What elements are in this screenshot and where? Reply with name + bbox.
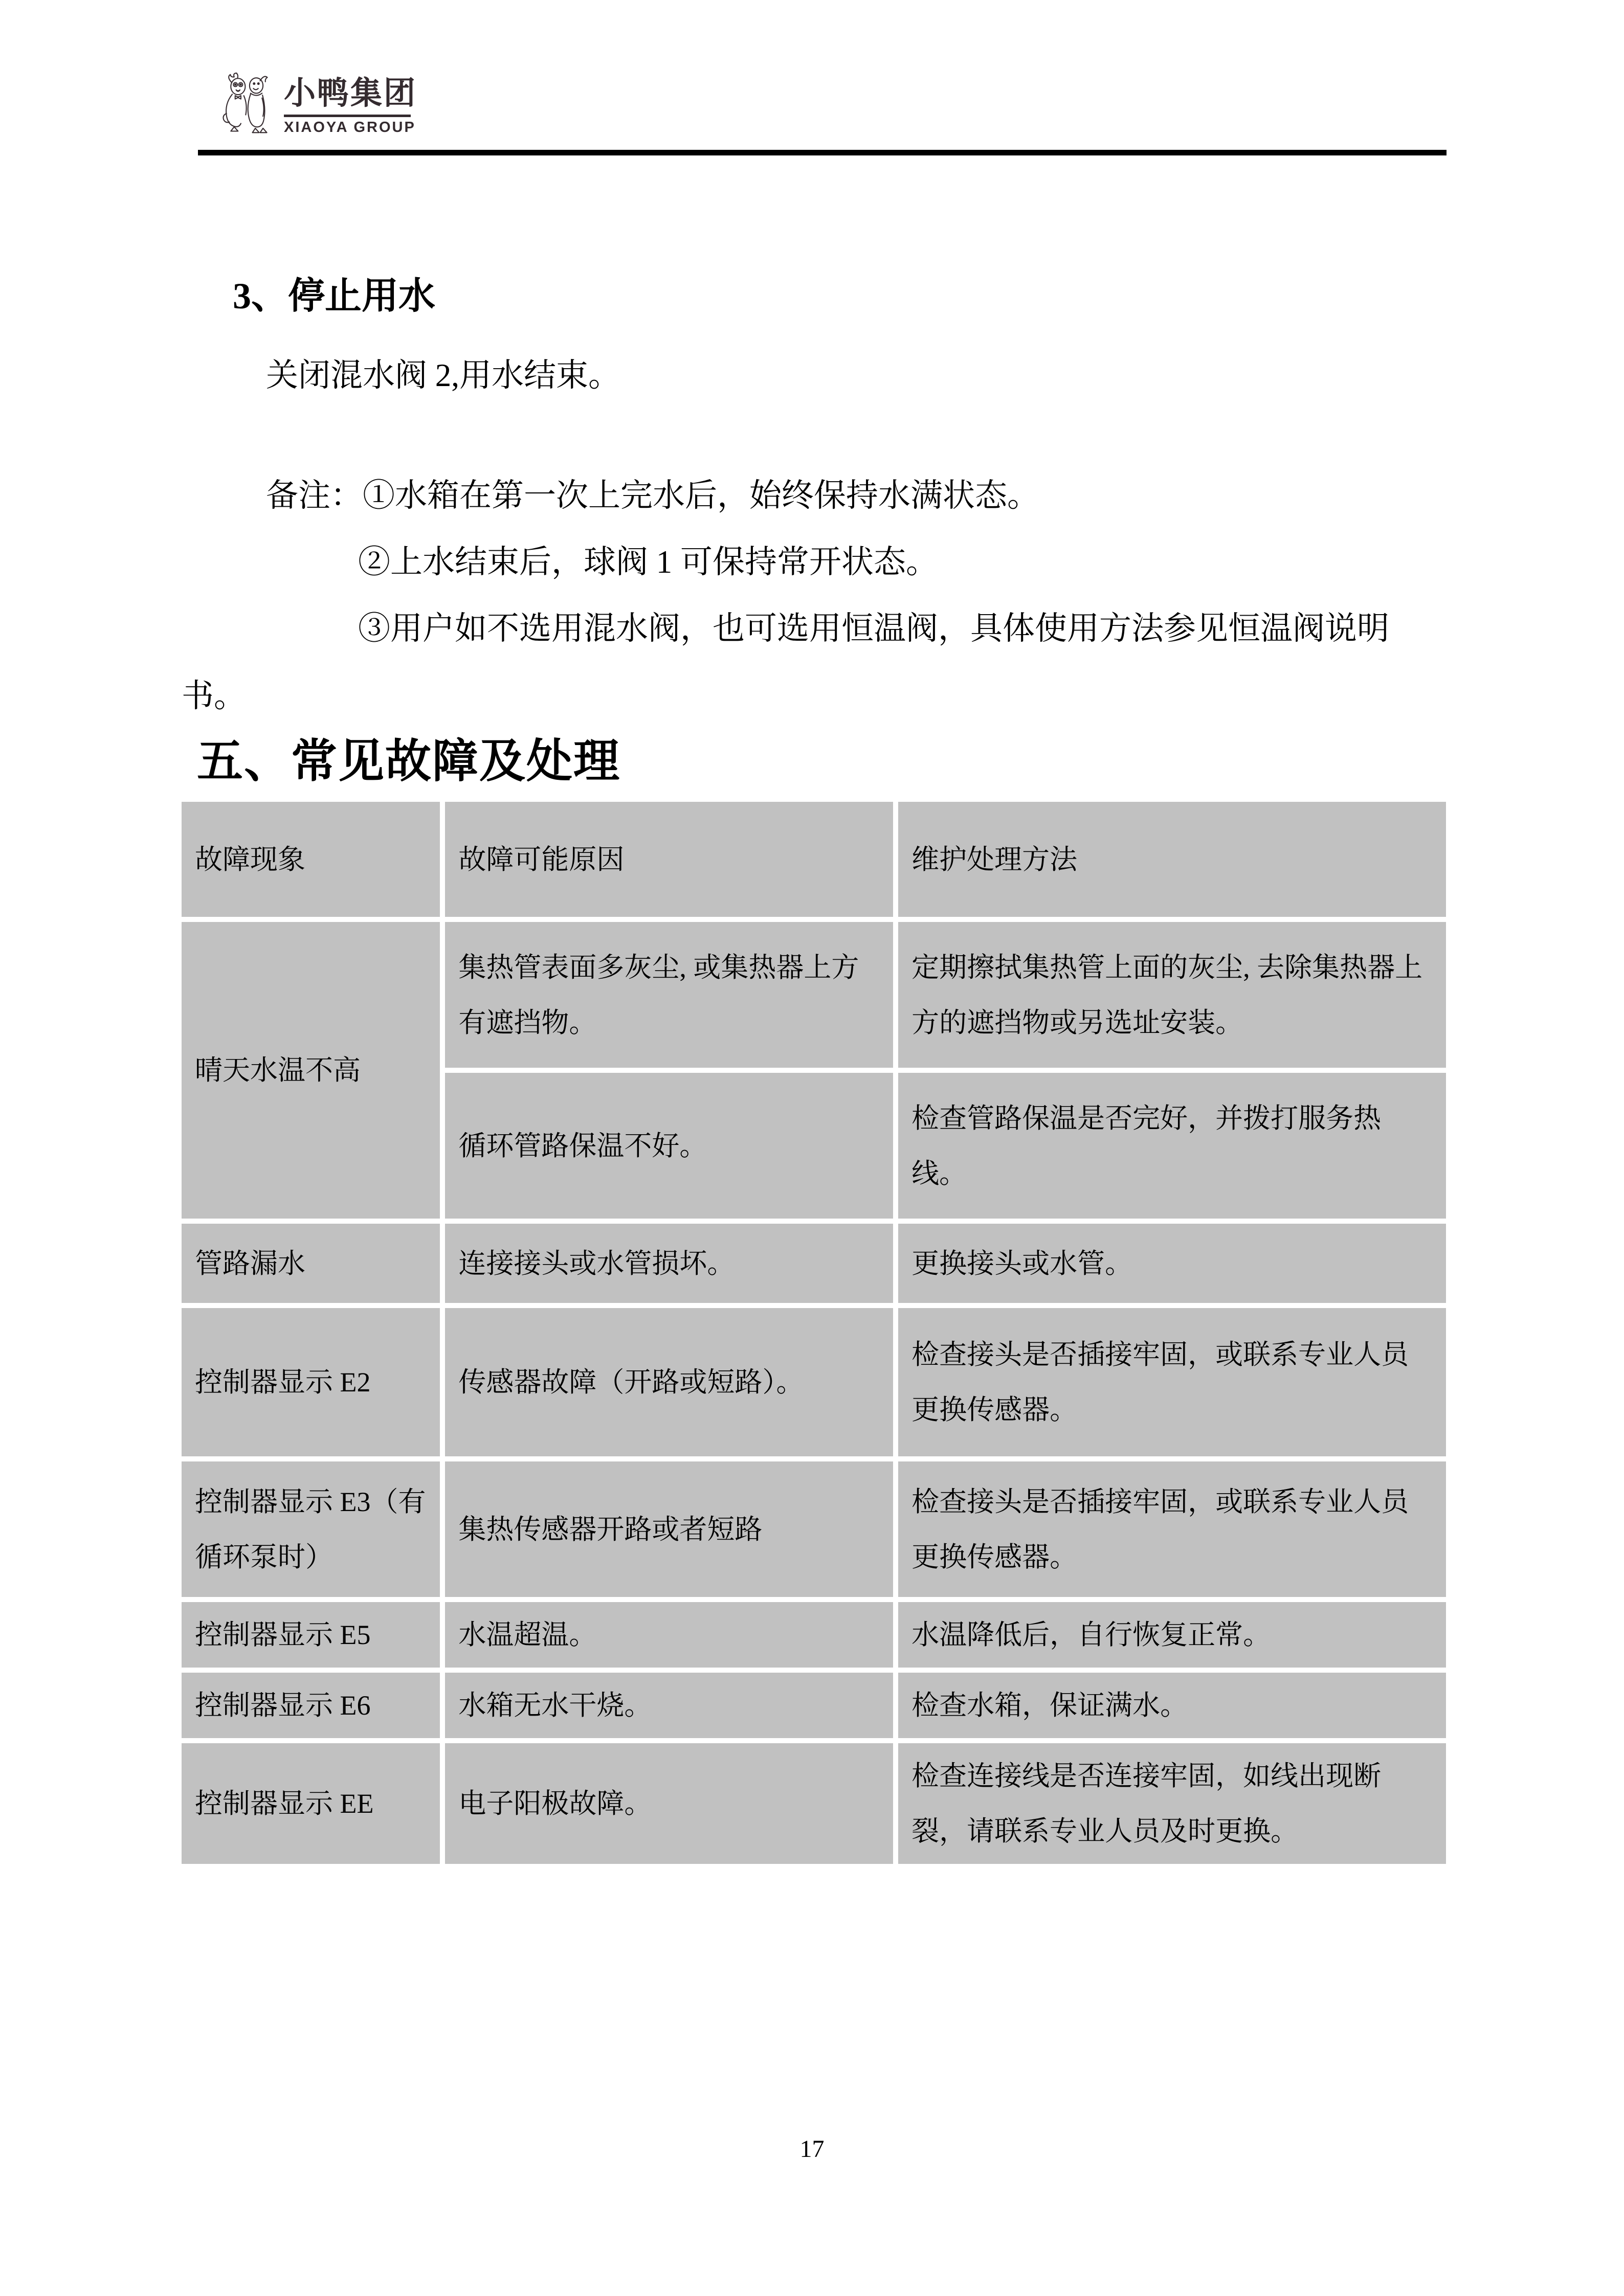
brand-name-en: XIAOYA GROUP [284,119,416,136]
fault-table [176,797,1451,1869]
cell-solution: 定期擦拭集热管上面的灰尘, 去除集热器上方的遮挡物或另选址安装。 [898,922,1446,1068]
cell-phenomenon: 控制器显示 E5 [182,1602,440,1668]
header-rule [198,150,1447,155]
brand-logo [217,71,417,137]
cell-cause: 集热管表面多灰尘, 或集热器上方有遮挡物。 [445,922,893,1068]
xiaoya-ducks-logo-icon [217,71,280,137]
table-header-row [182,802,1446,917]
table-row [182,1308,1446,1456]
table-row [182,1461,1446,1597]
cell-cause: 集热传感器开路或者短路 [445,1461,893,1597]
note-line-1: 备注：①水箱在第一次上完水后，始终保持水满状态。 [266,478,1039,513]
cell-solution: 检查连接线是否连接牢固，如线出现断裂，请联系专业人员及时更换。 [898,1743,1446,1864]
table-row [182,1673,1446,1738]
note-line-3: ③用户如不选用混水阀，也可选用恒温阀，具体使用方法参见恒温阀说明 [358,611,1389,646]
cell-phenomenon: 控制器显示 E3（有循环泵时） [182,1461,440,1597]
page-number: 17 [799,2135,825,2163]
table-row [182,1602,1446,1668]
cell-solution: 检查水箱，保证满水。 [898,1673,1446,1738]
section-5-heading: 五、常见故障及处理 [197,736,620,787]
cell-solution: 检查管路保温是否完好，并拨打服务热线。 [898,1073,1446,1219]
cell-phenomenon: 控制器显示 E6 [182,1673,440,1738]
cell-phenomenon: 晴天水温不高 [182,922,440,1219]
cell-solution: 检查接头是否插接牢固，或联系专业人员更换传感器。 [898,1308,1446,1456]
col-header-cause: 故障可能原因 [445,802,893,917]
cell-cause: 电子阳极故障。 [445,1743,893,1864]
section-3-body: 关闭混水阀 2,用水结束。 [266,357,620,393]
cell-phenomenon: 控制器显示 E2 [182,1308,440,1456]
brand-name-cn: 小鸭集团 [284,76,417,111]
cell-cause: 传感器故障（开路或短路）。 [445,1308,893,1456]
table-row [182,1224,1446,1303]
cell-cause: 水箱无水干烧。 [445,1673,893,1738]
section-3-heading: 3、停止用水 [233,276,436,317]
cell-solution: 水温降低后，自行恢复正常。 [898,1602,1446,1668]
cell-phenomenon: 管路漏水 [182,1224,440,1303]
col-header-phenomenon: 故障现象 [182,802,440,917]
table-row [182,922,1446,1068]
brand-divider [284,115,411,117]
cell-solution: 更换接头或水管。 [898,1224,1446,1303]
cell-cause: 循环管路保温不好。 [445,1073,893,1219]
brand-text [284,71,417,135]
table-row [182,1743,1446,1864]
cell-solution: 检查接头是否插接牢固，或联系专业人员更换传感器。 [898,1461,1446,1597]
note-line-2: ②上水结束后，球阀 1 可保持常开状态。 [358,544,938,580]
col-header-solution: 维护处理方法 [898,802,1446,917]
cell-cause: 水温超温。 [445,1602,893,1668]
cell-phenomenon: 控制器显示 EE [182,1743,440,1864]
cell-cause: 连接接头或水管损坏。 [445,1224,893,1303]
note-line-4: 书。 [182,678,246,714]
